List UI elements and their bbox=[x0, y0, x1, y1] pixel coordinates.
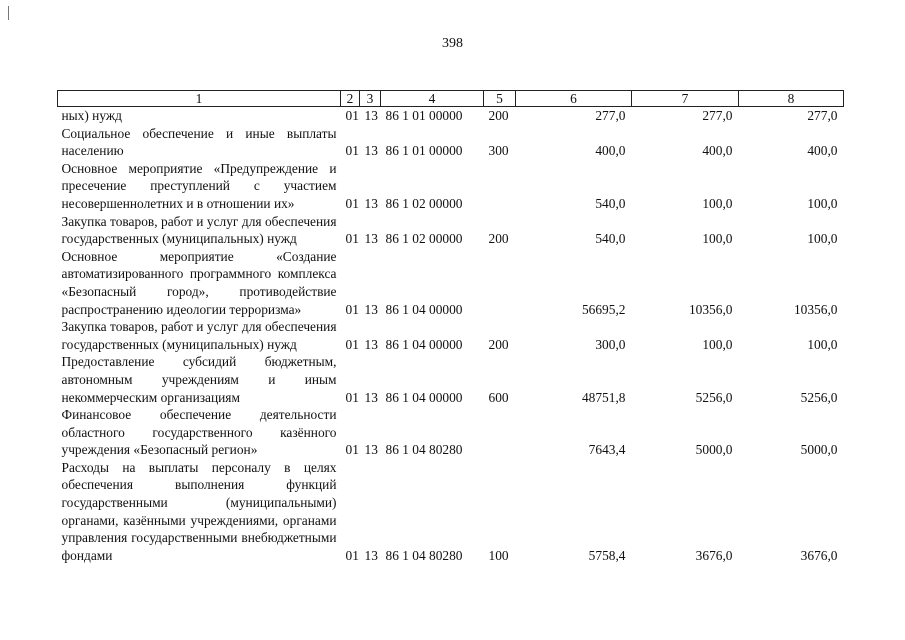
row-target-article: 86 1 04 00000 bbox=[385, 389, 463, 405]
row-amount-col8: 10356,0 bbox=[793, 301, 838, 317]
row-section: 01 bbox=[345, 336, 359, 352]
table-row bbox=[58, 406, 844, 459]
row-subsection: 13 bbox=[364, 231, 378, 247]
row-expense-type: 200 bbox=[488, 336, 509, 352]
row-subsection: 13 bbox=[364, 547, 378, 563]
row-target-article: 86 1 04 80280 bbox=[385, 547, 463, 563]
row-amount-col7: 5000,0 bbox=[695, 442, 733, 458]
row-amount-col7: 277,0 bbox=[702, 108, 733, 123]
row-amount-col8: 277,0 bbox=[807, 108, 838, 123]
budget-table bbox=[57, 90, 844, 564]
table-row bbox=[58, 459, 844, 565]
header-col-3: 3 bbox=[360, 91, 381, 107]
row-section: 01 bbox=[345, 231, 359, 247]
page-number: 398 bbox=[442, 36, 463, 51]
scan-edge-mark bbox=[8, 6, 9, 20]
row-target-article: 86 1 01 00000 bbox=[385, 108, 463, 123]
row-target-article: 86 1 02 00000 bbox=[385, 231, 463, 247]
row-subsection: 13 bbox=[364, 143, 378, 159]
row-amount-col8: 400,0 bbox=[807, 143, 838, 159]
row-name: Расходы на выплаты персоналу в целях обеспечения выполнения функций государственными (муниципальными) органами, казёнными учреждениями, органами управления государственными внебюджетными фондами bbox=[61, 459, 337, 563]
row-section: 01 bbox=[345, 143, 359, 159]
row-expense-type bbox=[484, 160, 516, 213]
row-name: Финансовое обеспечение деятельности областного государственного казённого учреждения «Безопасный регион» bbox=[61, 407, 337, 458]
row-expense-type: 200 bbox=[488, 108, 509, 123]
row-amount-col6: 400,0 bbox=[595, 143, 626, 159]
row-amount-col6: 300,0 bbox=[595, 336, 626, 352]
row-amount-col6: 540,0 bbox=[595, 231, 626, 247]
row-subsection: 13 bbox=[364, 389, 378, 405]
header-col-7: 7 bbox=[632, 91, 739, 107]
table-row bbox=[58, 248, 844, 318]
row-amount-col6: 540,0 bbox=[595, 195, 626, 211]
row-section: 01 bbox=[345, 195, 359, 211]
header-col-1: 1 bbox=[58, 91, 341, 107]
row-name: ных) нужд bbox=[61, 108, 122, 123]
row-expense-type: 200 bbox=[488, 231, 509, 247]
row-name: Социальное обеспечение и иные выплаты населению bbox=[61, 125, 337, 159]
row-target-article: 86 1 04 00000 bbox=[385, 301, 463, 317]
row-subsection: 13 bbox=[364, 336, 378, 352]
row-section: 01 bbox=[345, 108, 359, 123]
row-section: 01 bbox=[345, 301, 359, 317]
row-name: Основное мероприятие «Создание автоматизированного программного комплекса «Безопасный город», противодействие распространению идеологии терроризма» bbox=[61, 248, 337, 317]
row-amount-col6: 5758,4 bbox=[588, 547, 626, 563]
table-row bbox=[58, 353, 844, 406]
row-target-article: 86 1 01 00000 bbox=[385, 143, 463, 159]
row-amount-col6: 7643,4 bbox=[588, 442, 626, 458]
row-target-article: 86 1 02 00000 bbox=[385, 195, 463, 211]
row-amount-col8: 100,0 bbox=[807, 336, 838, 352]
row-amount-col7: 10356,0 bbox=[688, 301, 733, 317]
row-expense-type bbox=[484, 406, 516, 459]
row-amount-col8: 100,0 bbox=[807, 195, 838, 211]
table-row bbox=[58, 318, 844, 353]
row-section: 01 bbox=[345, 389, 359, 405]
header-col-4: 4 bbox=[381, 91, 484, 107]
row-name: Закупка товаров, работ и услуг для обеспечения государственных (муниципальных) нужд bbox=[61, 213, 337, 247]
table-header-row bbox=[58, 91, 844, 107]
table-row bbox=[58, 160, 844, 213]
row-expense-type: 300 bbox=[488, 143, 509, 159]
row-amount-col7: 400,0 bbox=[702, 143, 733, 159]
row-amount-col6: 56695,2 bbox=[581, 301, 626, 317]
header-col-8: 8 bbox=[739, 91, 844, 107]
row-amount-col7: 5256,0 bbox=[695, 389, 733, 405]
row-section: 01 bbox=[345, 442, 359, 458]
row-amount-col7: 100,0 bbox=[702, 336, 733, 352]
row-target-article: 86 1 04 00000 bbox=[385, 336, 463, 352]
row-amount-col8: 5256,0 bbox=[800, 389, 838, 405]
table-row bbox=[58, 213, 844, 248]
row-expense-type: 100 bbox=[488, 547, 509, 563]
table-row bbox=[58, 125, 844, 160]
row-subsection: 13 bbox=[364, 108, 378, 123]
header-col-2: 2 bbox=[341, 91, 360, 107]
row-amount-col7: 3676,0 bbox=[695, 547, 733, 563]
row-amount-col7: 100,0 bbox=[702, 231, 733, 247]
row-section: 01 bbox=[345, 547, 359, 563]
header-col-5: 5 bbox=[484, 91, 516, 107]
row-amount-col8: 5000,0 bbox=[800, 442, 838, 458]
row-subsection: 13 bbox=[364, 195, 378, 211]
row-amount-col8: 3676,0 bbox=[800, 547, 838, 563]
row-name: Закупка товаров, работ и услуг для обеспечения государственных (муниципальных) нужд bbox=[61, 319, 337, 352]
row-amount-col8: 100,0 bbox=[807, 231, 838, 247]
row-amount-col6: 277,0 bbox=[595, 108, 626, 123]
row-subsection: 13 bbox=[364, 442, 378, 458]
row-target-article: 86 1 04 80280 bbox=[385, 442, 463, 458]
row-amount-col6: 48751,8 bbox=[581, 389, 626, 405]
row-expense-type bbox=[484, 248, 516, 318]
row-name: Основное мероприятие «Предупреждение и пресечение преступлений с участием несовершеннолетних и в отношении их» bbox=[61, 160, 337, 211]
row-expense-type: 600 bbox=[488, 389, 509, 405]
row-subsection: 13 bbox=[364, 301, 378, 317]
header-col-6: 6 bbox=[516, 91, 632, 107]
row-name: Предоставление субсидий бюджетным, автономным учреждениям и иным некоммерческим организациям bbox=[61, 354, 337, 405]
row-amount-col7: 100,0 bbox=[702, 195, 733, 211]
table-row bbox=[58, 107, 844, 125]
